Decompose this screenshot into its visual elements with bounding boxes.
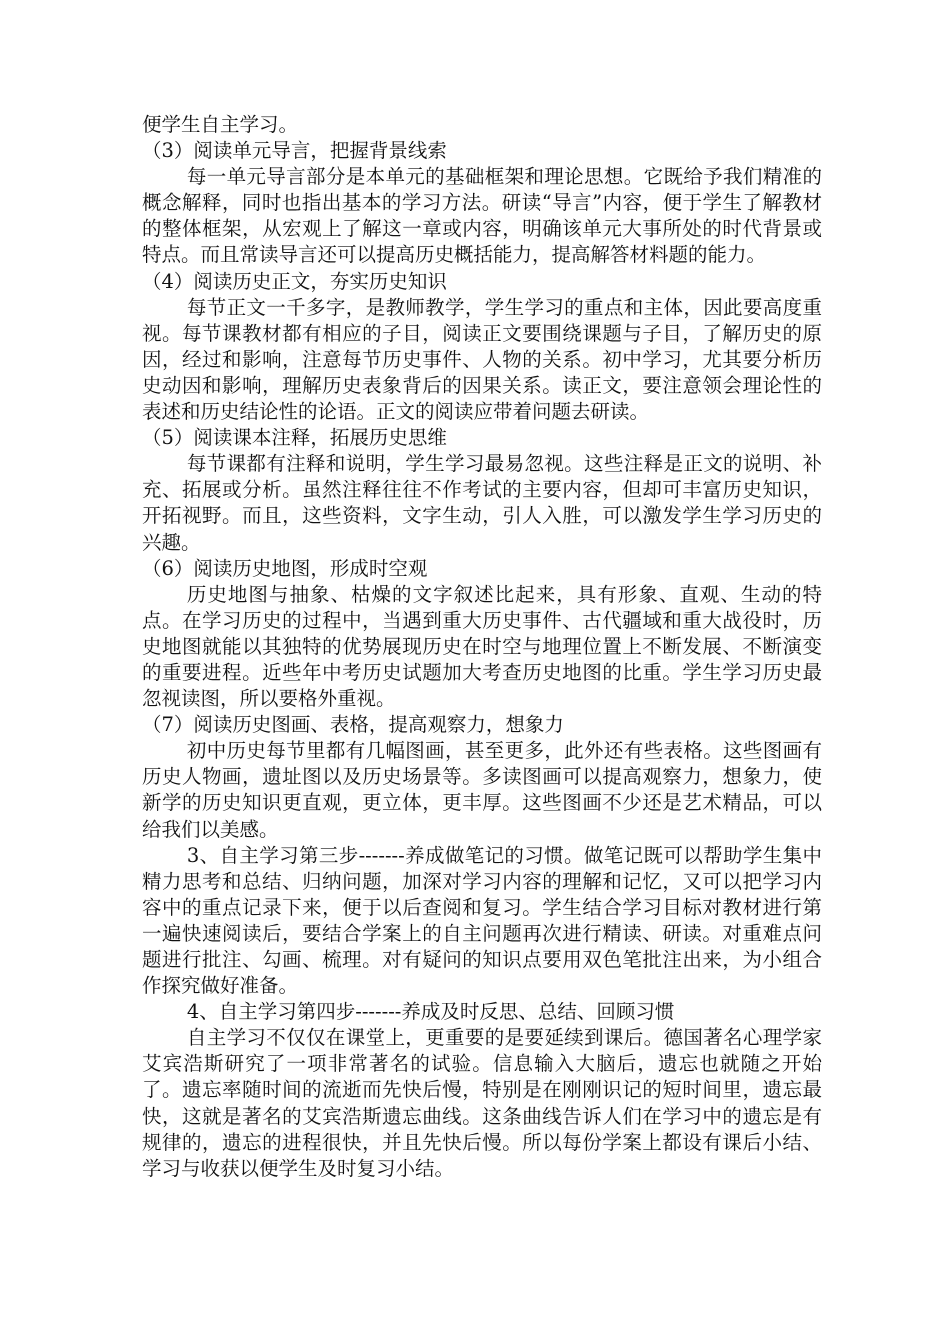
body-paragraph: 自主学习不仅仅在课堂上，更重要的是要延续到课后。德国著名心理学家艾宾浩斯研究了一项非常著名的试验。信息输入大脑后，遗忘也就随之开始了。遗忘率随时间的流逝而先快后慢，特别是在刚刚识记的短时间里，遗忘最快，这就是著名的艾宾浩斯遗忘曲线。这条曲线告诉人们在学习中的遗忘是有规律的，遗忘的进程很快，并且先快后慢。所以每份学案上都设有课后小结、学习与收获以便学生及时复习小结。 — [142, 1026, 822, 1180]
section-heading-3: （3）阅读单元导言，把握背景线索 — [142, 139, 447, 163]
body-paragraph: 历史地图与抽象、枯燥的文字叙述比起来，具有形象、直观、生动的特点。在学习历史的过程中，当遇到重大历史事件、古代疆域和重大战役时，历史地图就能以其独特的优势展现历史在时空与地理位置上不断发展、不断演变的重要进程。近些年中考历史试题加大考查历史地图的比重。学生学习历史最忽视读图，所以要格外重视。 — [142, 582, 822, 711]
body-paragraph: 每节正文一千多字，是教师教学，学生学习的重点和主体，因此要高度重视。每节课教材都有相应的子目，阅读正文要围绕课题与子目，了解历史的原因，经过和影响，注意每节历史事件、人物的关系。初中学习，尤其要分析历史动因和影响，理解历史表象背后的因果关系。读正文，要注意领会理论性的表述和历史结论性的论语。正文的阅读应带着问题去研读。 — [142, 295, 822, 424]
step-four-heading: 4、自主学习第四步-------养成及时反思、总结、回顾习惯 — [186, 1000, 675, 1024]
section-heading-4: （4）阅读历史正文，夯实历史知识 — [142, 269, 447, 293]
section-heading-7: （7）阅读历史图画、表格，提高观察力，想象力 — [142, 713, 564, 737]
body-paragraph: 每节课都有注释和说明，学生学习最易忽视。这些注释是正文的说明、补充、拓展或分析。虽然注释往往不作考试的主要内容，但却可丰富历史知识，开拓视野。而且，这些资料，文字生动，引人入胜，可以激发学生学习历史的兴趣。 — [142, 452, 822, 554]
document-page — [142, 112, 822, 1182]
continuation-paragraph: 便学生自主学习。 — [142, 113, 299, 136]
section-heading-6: （6）阅读历史地图，形成时空观 — [142, 556, 428, 580]
section-heading-5: （5）阅读课本注释，拓展历史思维 — [142, 426, 447, 450]
step-three-paragraph: 3、自主学习第三步-------养成做笔记的习惯。做笔记既可以帮助学生集中精力思考和总结、归纳问题，加深对学习内容的理解和记忆，又可以把学习内容中的重点记录下来，便于以后查阅和复习。学生结合学习目标对教材进行第一遍快速阅读后，要结合学案上的自主问题再次进行精读、研读。对重难点问题进行批注、勾画、梳理。对有疑问的知识点要用双色笔批注出来，为小组合作探究做好准备。 — [142, 843, 822, 998]
body-paragraph: 每一单元导言部分是本单元的基础框架和理论思想。它既给予我们精准的概念解释，同时也指出基本的学习方法。研读“导言”内容，便于学生了解教材的整体框架，从宏观上了解这一章或内容，明确该单元大事所处的时代背景或特点。而且常读导言还可以提高历史概括能力，提高解答材料题的能力。 — [142, 165, 822, 267]
body-paragraph: 初中历史每节里都有几幅图画，甚至更多，此外还有些表格。这些图画有历史人物画，遗址图以及历史场景等。多读图画可以提高观察力，想象力，使新学的历史知识更直观，更立体，更丰厚。这些图画不少还是艺术精品，可以给我们以美感。 — [142, 739, 822, 841]
